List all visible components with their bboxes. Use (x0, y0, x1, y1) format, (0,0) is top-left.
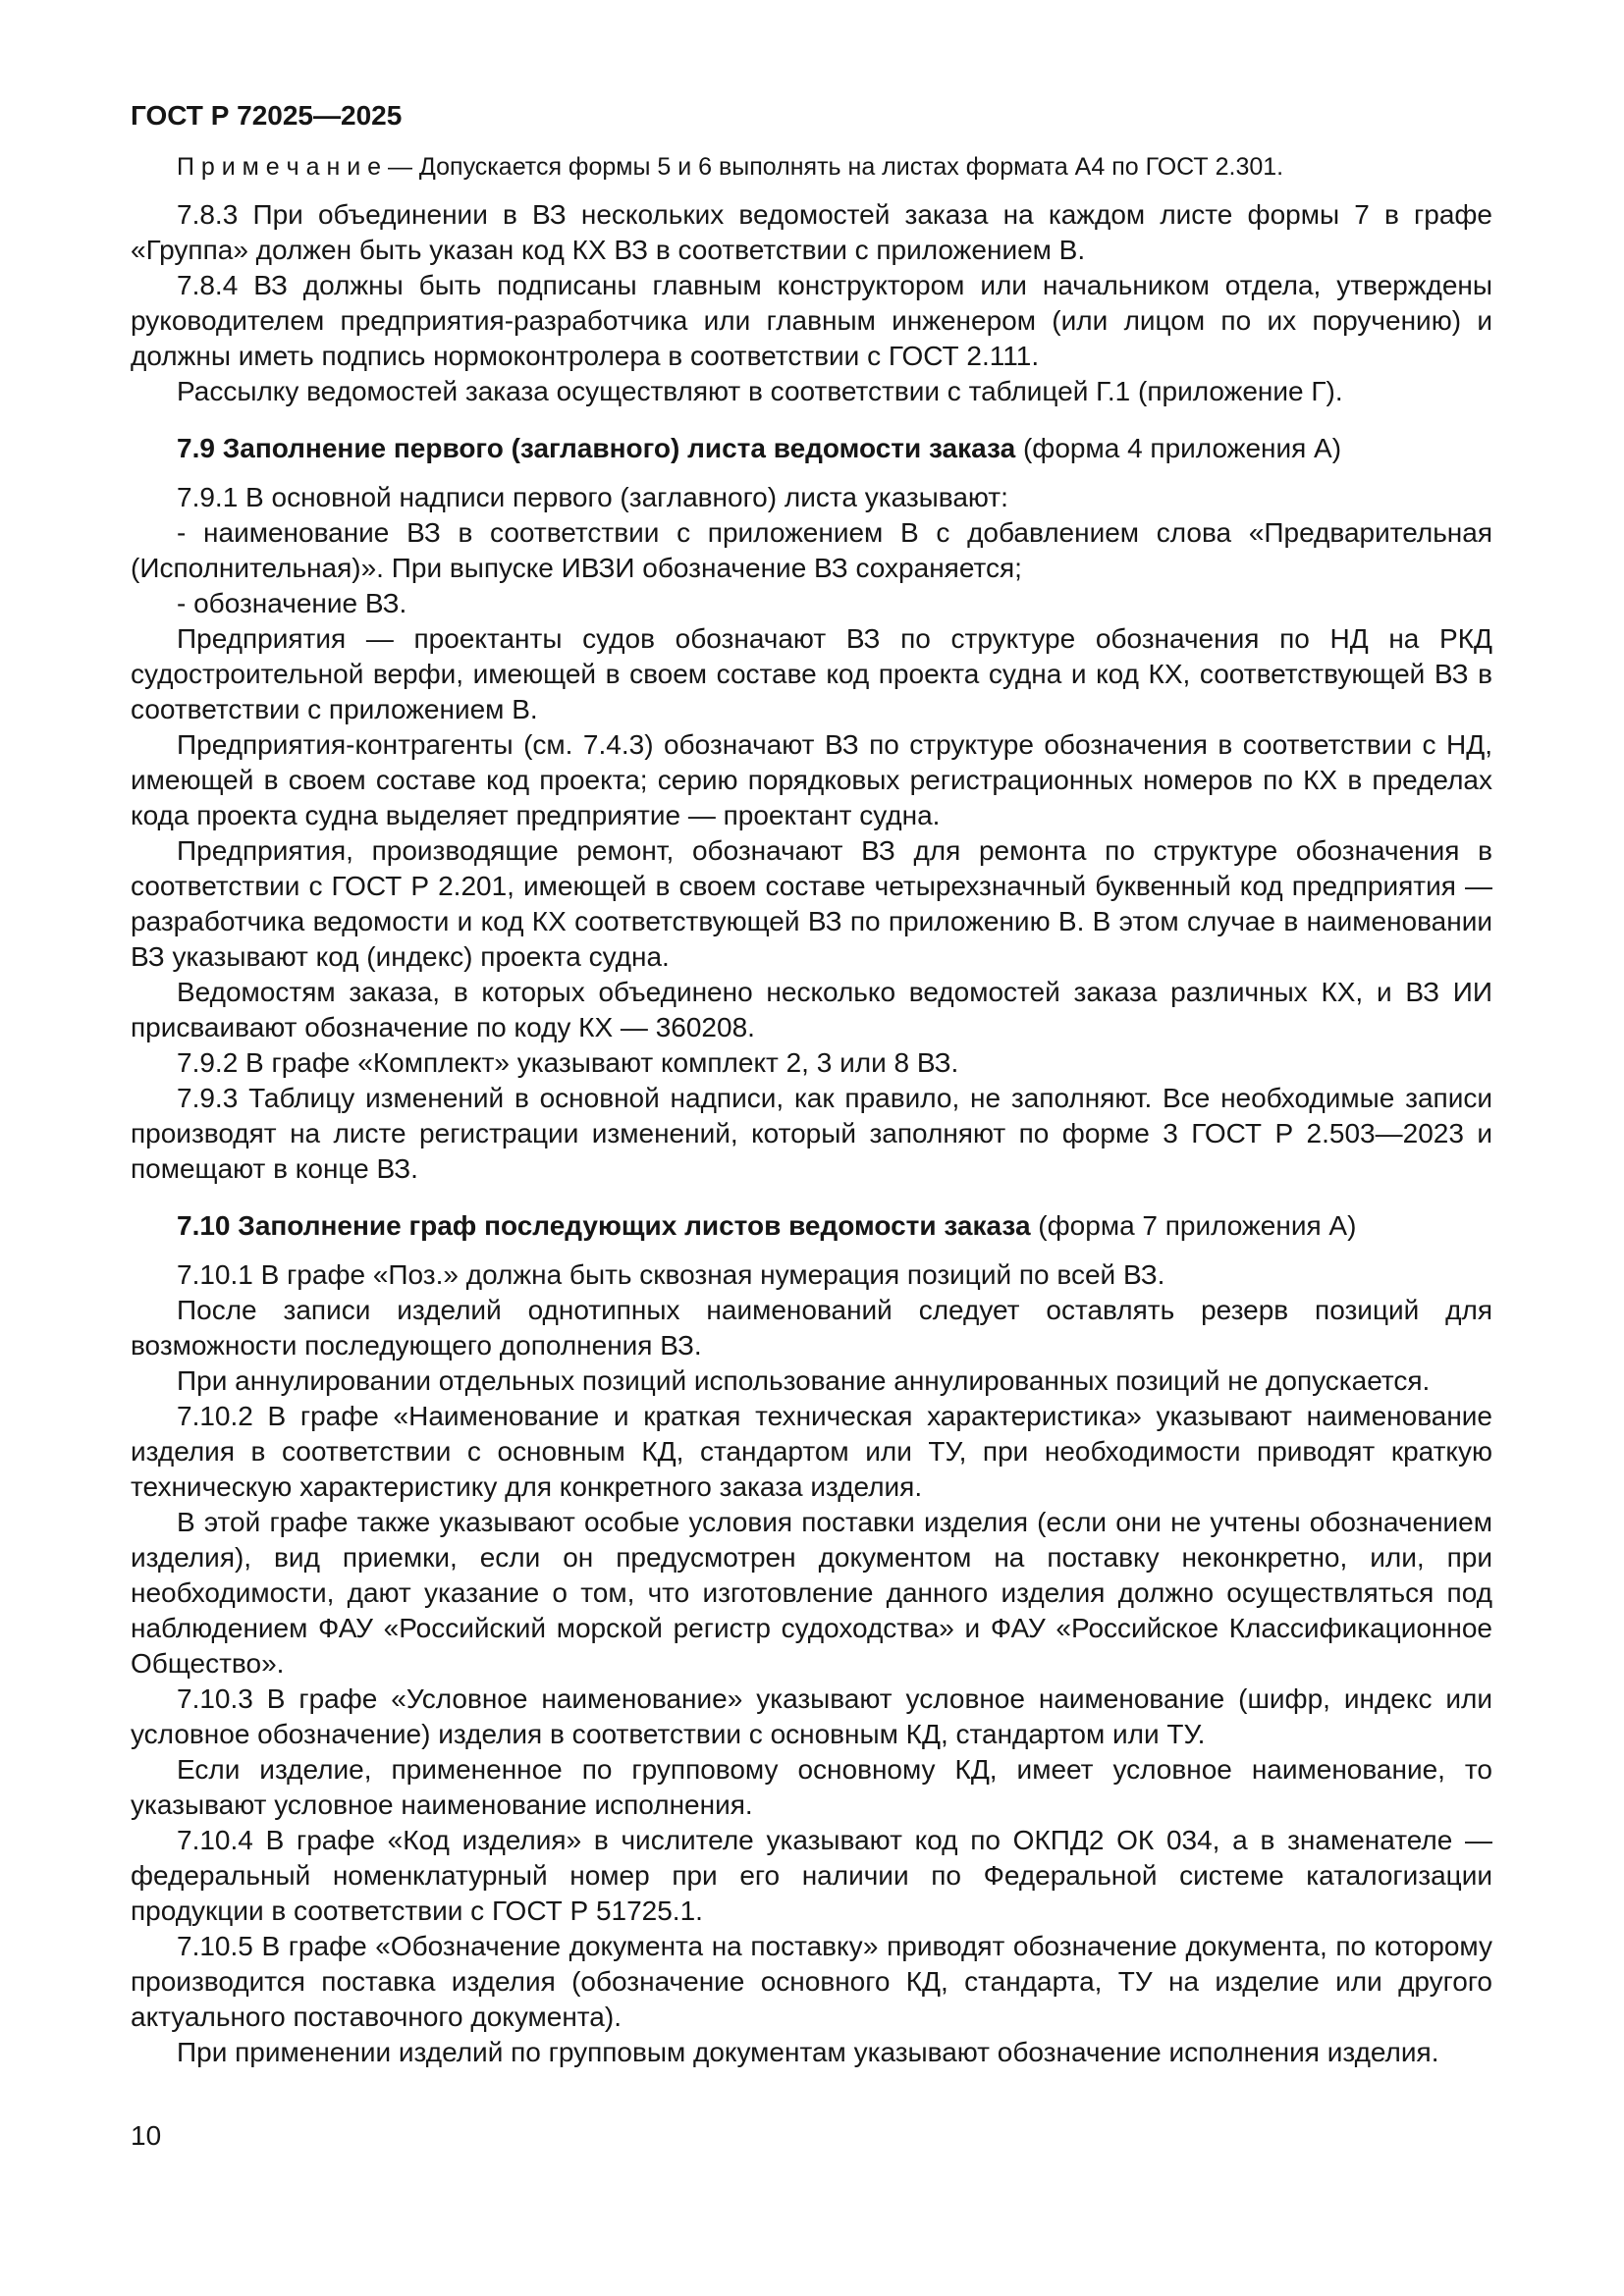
document-body (131, 151, 1492, 2070)
paragraph: 7.9.3 Таблицу изменений в основной надписи, как правило, не заполняют. Все необходимые записи производят на листе регистрации изменений, который заполняют по форме 3 ГОСТ Р 2.503—2023 и помещают в конце ВЗ. (131, 1083, 1492, 1184)
paragraph: 7.10.1 В графе «Поз.» должна быть сквозная нумерация позиций по всей ВЗ. (177, 1259, 1165, 1290)
paragraph: 7.8.4 ВЗ должны быть подписаны главным конструктором или начальником отдела, утверждены руководителем предприятия-разработчика или главным инженером (или лицом по их поручению) и должны иметь подпись нормоконтролера в соответствии с ГОСТ 2.111. (131, 270, 1492, 371)
paragraph: 7.8.3 При объединении в ВЗ нескольких ведомостей заказа на каждом листе формы 7 в графе «Группа» должен быть указан код КХ ВЗ в соответствии с приложением В. (131, 199, 1492, 265)
section-heading (131, 1208, 1492, 1244)
paragraph: При аннулировании отдельных позиций использование аннулированных позиций не допускается. (177, 1365, 1431, 1396)
doc-number: ГОСТ Р 72025—2025 (131, 100, 403, 131)
paragraph: 7.10.5 В графе «Обозначение документа на поставку» приводят обозначение документа, по которому производится поставка изделия (обозначение основного КД, стандарта, ТУ на изделие или другого актуального поставочного документа). (131, 1931, 1492, 2032)
paragraph: Предприятия — проектанты судов обозначают ВЗ по структуре обозначения по НД на РКД судостроительной верфи, имеющей в своем составе код проекта судна и код КХ, соответствующей ВЗ в соответствии с приложением В. (131, 623, 1492, 724)
paragraph: После записи изделий однотипных наименований следует оставлять резерв позиций для возможности последующего дополнения ВЗ. (131, 1295, 1492, 1361)
paragraph: Предприятия, производящие ремонт, обозначают ВЗ для ремонта по структуре обозначения в соответствии с ГОСТ Р 2.201, имеющей в своем составе четырехзначный буквенный код предприятия — разработчика ведомости и код КХ соответствующей ВЗ по приложению В. В этом случае в наименовании ВЗ указывают код (индекс) проекта судна. (131, 835, 1492, 972)
heading-regular-text: (форма 4 приложения А) (1015, 433, 1342, 463)
page-number: 10 (131, 2120, 162, 2151)
paragraph: В этой графе также указывают особые условия поставки изделия (если они не учтены обозначением изделия), вид приемки, если он предусмотрен документом на поставку неконкретно, или, при необходимости, дают указание о том, что изготовление данного изделия должно осуществляться под наблюдением ФАУ «Российский морской регистр судоходства» и ФАУ «Российское Классификационное Общество». (131, 1507, 1492, 1679)
paragraph: 7.9.1 В основной надписи первого (заглавного) листа указывают: (177, 482, 1008, 512)
note-paragraph: П р и м е ч а н и е — Допускается формы 5 и 6 выполнять на листах формата А4 по ГОСТ 2.301. (177, 153, 1284, 181)
section-heading (131, 431, 1492, 466)
paragraph: 7.9.2 В графе «Комплект» указывают комплект 2, 3 или 8 ВЗ. (177, 1047, 959, 1078)
paragraph: Если изделие, примененное по групповому основному КД, имеет условное наименование, то указывают условное наименование исполнения. (131, 1754, 1492, 1820)
paragraph: 7.10.4 В графе «Код изделия» в числителе указывают код по ОКПД2 ОК 034, а в знаменателе — федеральный номенклатурный номер при его наличии по Федеральной системе каталогизации продукции в соответствии с ГОСТ Р 51725.1. (131, 1825, 1492, 1926)
paragraph: При применении изделий по групповым документам указывают обозначение исполнения изделия. (177, 2037, 1439, 2067)
document-content (131, 98, 1492, 2070)
paragraph: Рассылку ведомостей заказа осуществляют в соответствии с таблицей Г.1 (приложение Г). (177, 376, 1343, 406)
heading-regular-text: (форма 7 приложения А) (1030, 1210, 1357, 1241)
paragraph: Ведомостям заказа, в которых объединено несколько ведомостей заказа различных КХ, и ВЗ ИИ присваивают обозначение по коду КХ — 360208. (131, 977, 1492, 1042)
heading-bold-text: 7.9 Заполнение первого (заглавного) листа ведомости заказа (177, 433, 1016, 463)
paragraph: - обозначение ВЗ. (177, 588, 407, 618)
paragraph: 7.10.3 В графе «Условное наименование» указывают условное наименование (шифр, индекс или условное обозначение) изделия в соответствии с основным КД, стандартом или ТУ. (131, 1683, 1492, 1749)
heading-bold-text: 7.10 Заполнение граф последующих листов ведомости заказа (177, 1210, 1031, 1241)
paragraph: - наименование ВЗ в соответствии с приложением В с добавлением слова «Предварительная (Исполнительная)». При выпуске ИВЗИ обозначение ВЗ сохраняется; (131, 517, 1492, 583)
paragraph: Предприятия-контрагенты (см. 7.4.3) обозначают ВЗ по структуре обозначения в соответствии с НД, имеющей в своем составе код проекта; серию порядковых регистрационных номеров по КХ в пределах кода проекта судна выделяет предприятие — проектант судна. (131, 729, 1492, 830)
paragraph: 7.10.2 В графе «Наименование и краткая техническая характеристика» указывают наименование изделия в соответствии с основным КД, стандартом или ТУ, при необходимости приводят краткую техническую характеристику для конкретного заказа изделия. (131, 1401, 1492, 1502)
